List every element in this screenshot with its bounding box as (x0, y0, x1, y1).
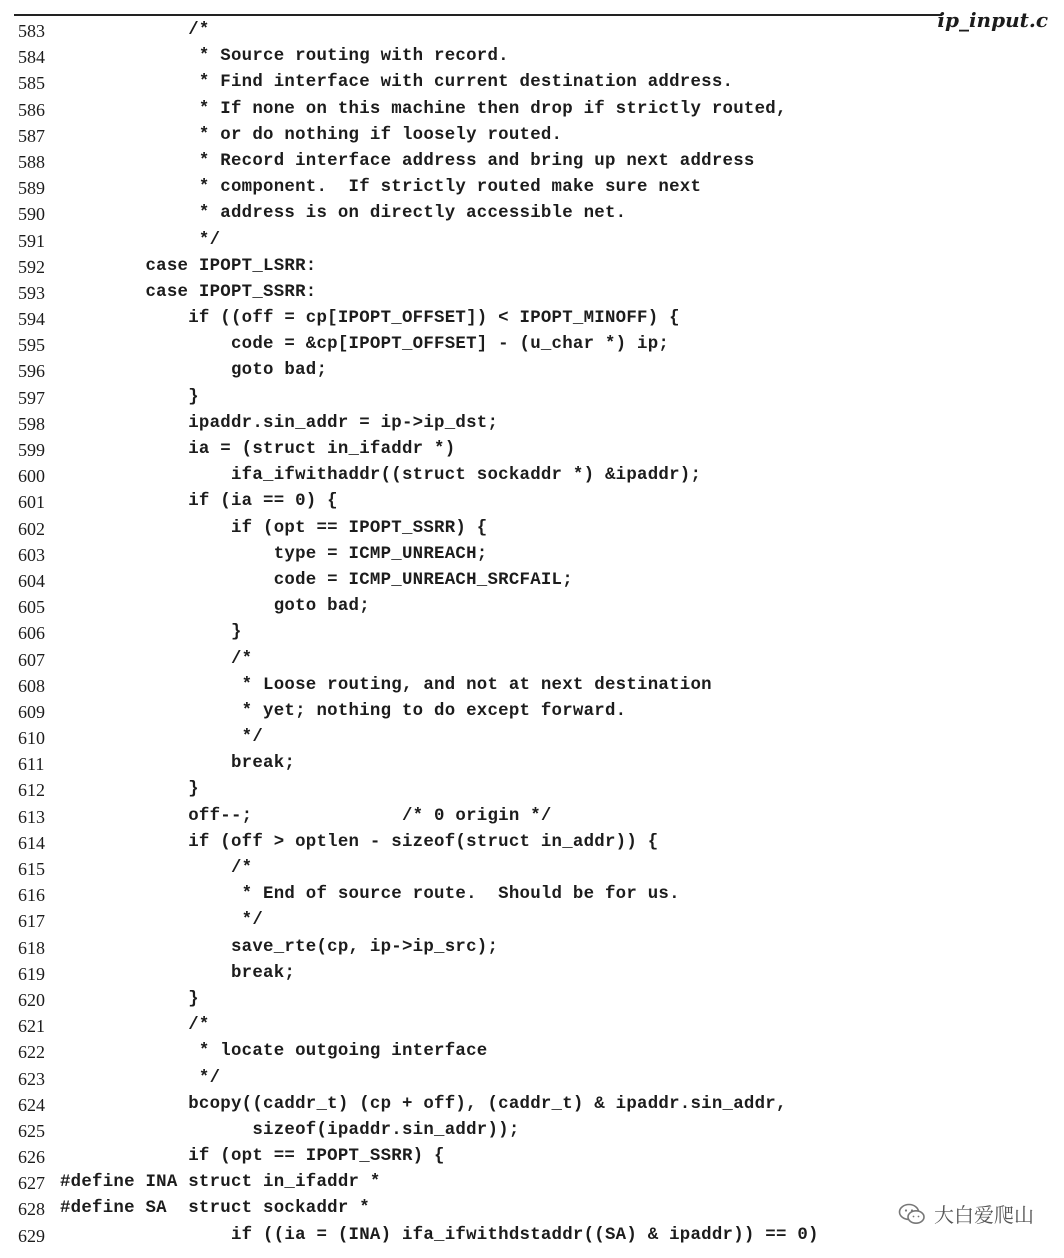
code-line (0, 725, 1064, 751)
code-line (0, 411, 1064, 437)
line-code: ipaddr.sin_addr = ip->ip_dst; (60, 413, 499, 433)
line-number: 601 (18, 492, 45, 513)
line-number: 619 (18, 963, 45, 984)
line-code: #define SA struct sockaddr * (60, 1199, 370, 1219)
line-number: 608 (18, 675, 45, 696)
line-code: goto bad; (60, 597, 370, 617)
header-rule (14, 14, 942, 16)
code-line (0, 280, 1064, 306)
code-line (0, 777, 1064, 803)
line-number: 621 (18, 1016, 45, 1037)
code-line (0, 647, 1064, 673)
line-number: 606 (18, 623, 45, 644)
watermark-text: 大白爱爬山 (934, 1203, 1034, 1227)
code-line (0, 306, 1064, 332)
code-line (0, 201, 1064, 227)
line-code: } (60, 780, 199, 800)
code-line (0, 1066, 1064, 1092)
line-code: } (60, 387, 199, 407)
line-code: break; (60, 754, 296, 774)
code-line (0, 97, 1064, 123)
line-number: 617 (18, 911, 45, 932)
line-code: if ((ia = (INA) ifa_ifwithdstaddr((SA) & ipaddr)) == 0) (60, 1225, 819, 1245)
line-number: 588 (18, 151, 45, 172)
line-code: * Loose routing, and not at next destination (60, 675, 712, 695)
line-number: 584 (18, 47, 45, 68)
code-line (0, 699, 1064, 725)
code-line (0, 673, 1064, 699)
line-number: 620 (18, 989, 45, 1010)
line-number: 595 (18, 335, 45, 356)
code-line (0, 18, 1064, 44)
code-line (0, 987, 1064, 1013)
line-number: 583 (18, 21, 45, 41)
line-number: 585 (18, 73, 45, 94)
line-number: 586 (18, 99, 45, 120)
line-code: */ (60, 911, 264, 931)
line-code: if (opt == IPOPT_SSRR) { (60, 518, 488, 538)
line-code: /* (60, 649, 253, 669)
line-number: 626 (18, 1147, 45, 1168)
line-code: case IPOPT_LSRR: (60, 256, 317, 276)
line-code: #define INA struct in_ifaddr * (60, 1173, 381, 1193)
line-number: 612 (18, 780, 45, 801)
line-number: 596 (18, 361, 45, 382)
line-number: 627 (18, 1173, 45, 1194)
line-code: * address is on directly accessible net. (60, 204, 627, 224)
code-line (0, 44, 1064, 70)
line-code: code = ICMP_UNREACH_SRCFAIL; (60, 570, 573, 590)
line-number: 602 (18, 518, 45, 539)
code-line (0, 1170, 1064, 1196)
line-number: 592 (18, 256, 45, 277)
line-code: * locate outgoing interface (60, 1042, 488, 1062)
code-line (0, 437, 1064, 463)
line-code: if ((off = cp[IPOPT_OFFSET]) < IPOPT_MINOFF) { (60, 309, 680, 329)
code-line (0, 228, 1064, 254)
line-number: 587 (18, 125, 45, 146)
line-number: 589 (18, 178, 45, 199)
code-line (0, 1144, 1064, 1170)
line-code: * If none on this machine then drop if strictly routed, (60, 99, 787, 119)
code-line (0, 463, 1064, 489)
code-line (0, 568, 1064, 594)
code-line (0, 594, 1064, 620)
line-code: * End of source route. Should be for us. (60, 885, 680, 905)
line-number: 590 (18, 204, 45, 225)
line-code: * Record interface address and bring up next address (60, 151, 755, 171)
line-number: 607 (18, 649, 45, 670)
code-listing (0, 18, 1064, 1249)
line-code: type = ICMP_UNREACH; (60, 544, 488, 564)
line-code: /* (60, 1016, 210, 1036)
code-line (0, 1118, 1064, 1144)
line-number: 598 (18, 413, 45, 434)
line-number: 622 (18, 1042, 45, 1063)
line-code: break; (60, 963, 296, 983)
code-line (0, 1039, 1064, 1065)
line-code: */ (60, 230, 221, 250)
line-number: 625 (18, 1120, 45, 1141)
line-number: 618 (18, 937, 45, 958)
line-code: ifa_ifwithaddr((struct sockaddr *) &ipaddr); (60, 466, 702, 486)
code-line (0, 149, 1064, 175)
line-code: /* (60, 21, 210, 40)
line-code: } (60, 623, 242, 643)
line-number: 610 (18, 728, 45, 749)
line-number: 594 (18, 309, 45, 330)
line-code: * or do nothing if loosely routed. (60, 125, 563, 145)
line-number: 629 (18, 1225, 45, 1246)
line-number: 611 (18, 754, 45, 775)
code-line (0, 254, 1064, 280)
line-code: off--; /* 0 origin */ (60, 806, 552, 826)
code-line (0, 1092, 1064, 1118)
code-line (0, 516, 1064, 542)
line-code: if (off > optlen - sizeof(struct in_addr)) { (60, 832, 659, 852)
line-code: /* (60, 859, 253, 878)
line-number: 613 (18, 806, 45, 827)
code-line (0, 489, 1064, 515)
code-line (0, 70, 1064, 96)
code-line (0, 1013, 1064, 1039)
line-number: 614 (18, 832, 45, 853)
code-line (0, 961, 1064, 987)
code-line (0, 804, 1064, 830)
line-number: 597 (18, 387, 45, 408)
line-number: 623 (18, 1068, 45, 1089)
code-line (0, 332, 1064, 358)
line-number: 600 (18, 466, 45, 487)
line-number: 615 (18, 859, 45, 879)
line-code: case IPOPT_SSRR: (60, 282, 317, 302)
file-name: ip_input.c (937, 8, 1048, 32)
code-line (0, 175, 1064, 201)
watermark (898, 1199, 1034, 1228)
line-code: * Source routing with record. (60, 47, 509, 67)
line-number: 609 (18, 701, 45, 722)
line-number: 599 (18, 440, 45, 460)
line-code: if (opt == IPOPT_SSRR) { (60, 1147, 445, 1167)
code-line (0, 908, 1064, 934)
line-code: code = &cp[IPOPT_OFFSET] - (u_char *) ip; (60, 335, 670, 355)
code-line (0, 358, 1064, 384)
line-code: sizeof(ipaddr.sin_addr)); (60, 1120, 520, 1140)
wechat-icon (898, 1203, 926, 1225)
code-line (0, 882, 1064, 908)
code-line (0, 542, 1064, 568)
line-code: * component. If strictly routed make sure next (60, 178, 702, 198)
line-code: bcopy((caddr_t) (cp + off), (caddr_t) & ipaddr.sin_addr, (60, 1094, 787, 1114)
line-number: 616 (18, 885, 45, 906)
line-number: 605 (18, 597, 45, 618)
line-number: 603 (18, 544, 45, 565)
line-code: goto bad; (60, 361, 328, 381)
line-code: */ (60, 728, 264, 748)
line-code: if (ia == 0) { (60, 492, 338, 512)
code-line (0, 751, 1064, 777)
code-line (0, 385, 1064, 411)
line-code: * yet; nothing to do except forward. (60, 701, 627, 721)
line-code: save_rte(cp, ip->ip_src); (60, 937, 499, 957)
line-number: 628 (18, 1199, 45, 1220)
code-line (0, 935, 1064, 961)
code-line (0, 620, 1064, 646)
line-number: 624 (18, 1094, 45, 1115)
code-line (0, 856, 1064, 882)
line-code: ia = (struct in_ifaddr *) (60, 440, 456, 459)
code-line (0, 830, 1064, 856)
line-code: * Find interface with current destination address. (60, 73, 734, 93)
line-code: */ (60, 1068, 221, 1088)
line-number: 591 (18, 230, 45, 251)
code-line (0, 123, 1064, 149)
line-number: 593 (18, 282, 45, 303)
line-code: } (60, 989, 199, 1009)
line-number: 604 (18, 570, 45, 591)
